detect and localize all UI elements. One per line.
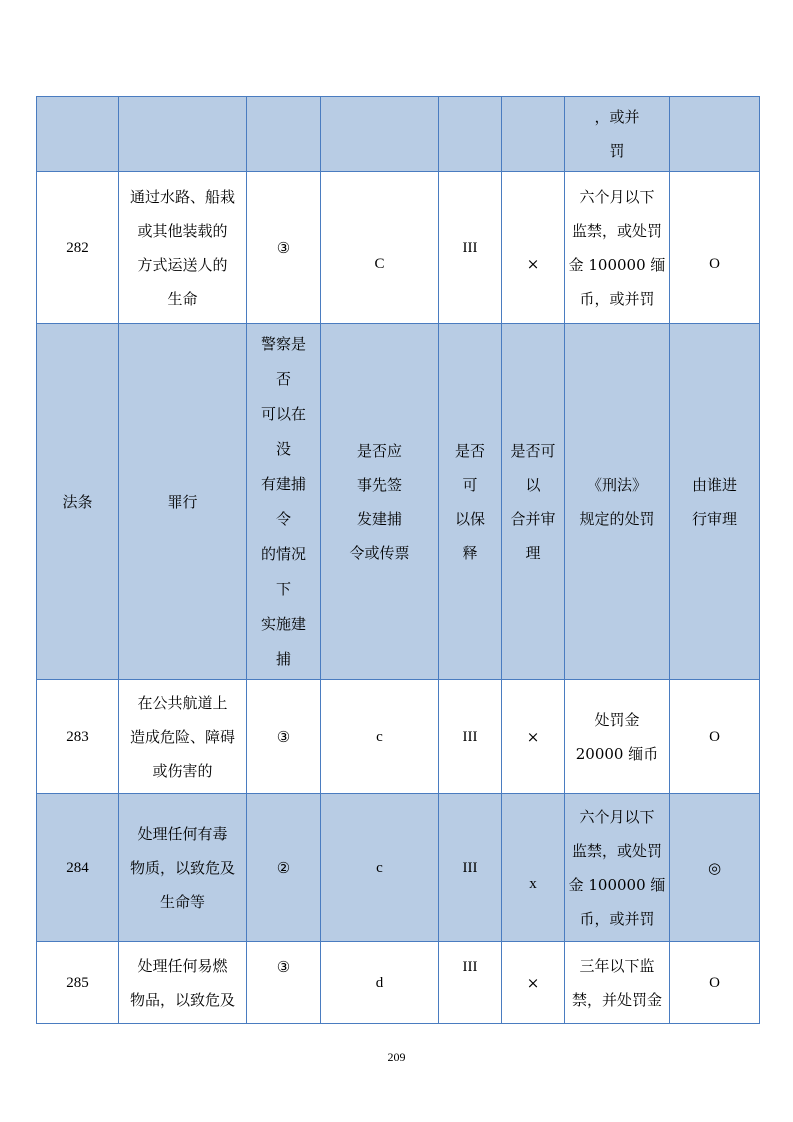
cell-court	[670, 942, 760, 1024]
table-header-row	[37, 324, 760, 680]
header-line: 可	[462, 475, 478, 494]
header-line: 事先签	[356, 475, 402, 494]
cell-bail	[439, 942, 502, 1024]
header-line: 《刑法》	[586, 475, 647, 494]
combine-value: ×	[526, 973, 540, 992]
cell-arrest	[247, 680, 321, 794]
cell-combine	[502, 942, 565, 1024]
header-offense	[119, 324, 247, 680]
header-bail	[439, 324, 502, 680]
law-table	[36, 96, 760, 1024]
cell-arrest	[247, 172, 321, 324]
header-warrant	[321, 324, 439, 680]
penalty-line: 币，或并罚	[579, 909, 655, 928]
penalty-line: 罚	[609, 142, 625, 160]
cell-penalty	[565, 172, 670, 324]
penalty-line: 金 100000 缅	[568, 875, 666, 894]
article-number: 285	[66, 975, 89, 991]
page-number: 209	[387, 1050, 406, 1064]
header-line: 否	[275, 369, 291, 388]
court-value: O	[709, 729, 720, 745]
header-court	[670, 324, 760, 680]
penalty-line: 监禁，或处罚	[571, 221, 662, 240]
header-line: 的情况	[260, 544, 306, 563]
cell-bail	[439, 680, 502, 794]
offense-line: 在公共航道上	[137, 693, 228, 712]
header-line: 理	[525, 543, 541, 562]
header-combine	[502, 324, 565, 680]
cell-warrant	[321, 680, 439, 794]
penalty-line: 币，或并罚	[579, 289, 655, 308]
cell-court	[670, 172, 760, 324]
offense-line: 处理任何有毒	[137, 824, 228, 843]
cell-offense	[119, 172, 247, 324]
header-line: 发建捕	[356, 509, 402, 528]
offense-line: 或其他装载的	[137, 221, 228, 240]
cell-combine	[502, 97, 565, 172]
header-article	[37, 324, 119, 680]
penalty-line: 禁，并处罚金	[571, 990, 662, 1009]
cell-offense	[119, 680, 247, 794]
table-row-283	[37, 680, 760, 794]
cell-combine	[502, 794, 565, 942]
cell-combine	[502, 172, 565, 324]
cell-arrest	[247, 794, 321, 942]
header-line: 合并审	[510, 509, 556, 528]
header-line: 是否可	[510, 441, 556, 460]
cell-warrant	[321, 97, 439, 172]
bail-value: III	[462, 959, 478, 975]
combine-value: ×	[526, 727, 540, 746]
table-row-284	[37, 794, 760, 942]
cell-court	[670, 680, 760, 794]
offense-line: 造成危险、障碍	[129, 727, 235, 746]
header-line: 行审理	[691, 509, 737, 528]
table-row-282	[37, 172, 760, 324]
cell-offense	[119, 97, 247, 172]
bail-value: III	[462, 729, 478, 745]
article-number: 284	[66, 860, 89, 876]
header-line: 由谁进	[691, 475, 737, 494]
article-number: 282	[66, 240, 89, 256]
header-penalty	[565, 324, 670, 680]
cell-bail	[439, 794, 502, 942]
penalty-line: 金 100000 缅	[568, 255, 666, 274]
header-line: 捕	[275, 649, 291, 668]
penalty-line: 处罚金	[594, 710, 640, 729]
penalty-line: 六个月以下	[579, 187, 655, 206]
header-line: 下	[275, 579, 291, 598]
cell-warrant	[321, 942, 439, 1024]
penalty-line: 三年以下监	[579, 956, 655, 975]
header-line: 可以在	[260, 404, 306, 423]
header-line: 释	[462, 543, 478, 562]
penalty-line: 20000 缅币	[575, 744, 659, 763]
arrest-value: ③	[276, 957, 291, 976]
warrant-value: d	[375, 975, 384, 991]
combine-value: x	[529, 876, 537, 892]
arrest-value: ③	[276, 238, 291, 257]
cell-article	[37, 942, 119, 1024]
offense-line: 通过水路、船栽	[129, 187, 235, 206]
warrant-value: C	[374, 256, 385, 272]
header-arrest	[247, 324, 321, 680]
cell-article	[37, 172, 119, 324]
offense-line: 处理任何易燃	[137, 956, 228, 975]
penalty-line: 监禁，或处罚	[571, 841, 662, 860]
header-offense-label: 罪行	[167, 492, 198, 511]
bail-value: III	[462, 860, 478, 876]
penalty-line: 六个月以下	[579, 807, 655, 826]
table-row-continuation	[37, 97, 760, 172]
article-number: 283	[66, 729, 89, 745]
cell-penalty	[565, 680, 670, 794]
header-line: 令或传票	[349, 543, 410, 562]
warrant-value: c	[376, 860, 383, 876]
penalty-line: ，或并	[594, 108, 640, 126]
cell-article	[37, 794, 119, 942]
cell-article	[37, 97, 119, 172]
header-line: 规定的处罚	[579, 509, 655, 528]
cell-offense	[119, 942, 247, 1024]
arrest-value: ③	[276, 727, 291, 746]
offense-line: 或伤害的	[152, 761, 213, 780]
header-line: 有建捕	[260, 474, 306, 493]
arrest-value: ②	[276, 858, 291, 877]
combine-value: ×	[526, 254, 540, 273]
offense-line: 生命等	[159, 892, 205, 911]
cell-penalty	[565, 942, 670, 1024]
header-line: 令	[275, 509, 291, 528]
cell-combine	[502, 680, 565, 794]
cell-arrest	[247, 942, 321, 1024]
bail-value: III	[462, 240, 478, 256]
cell-court	[670, 97, 760, 172]
header-line: 没	[275, 439, 291, 458]
court-value: ◎	[707, 858, 722, 877]
court-value: O	[709, 256, 720, 272]
cell-warrant	[321, 794, 439, 942]
header-line: 以保	[454, 509, 485, 528]
header-line: 实施建	[260, 614, 306, 633]
offense-line: 物质，以致危及	[129, 858, 235, 877]
header-line: 是否	[454, 441, 485, 460]
warrant-value: c	[376, 729, 383, 745]
cell-offense	[119, 794, 247, 942]
court-value: O	[709, 975, 720, 991]
offense-line: 方式运送人的	[137, 255, 228, 274]
cell-article	[37, 680, 119, 794]
header-article-label: 法条	[62, 492, 93, 511]
header-line: 是否应	[356, 441, 402, 460]
cell-bail	[439, 172, 502, 324]
header-line: 以	[525, 475, 541, 494]
cell-penalty	[565, 97, 670, 172]
header-line: 警察是	[260, 334, 306, 353]
table-row-285	[37, 942, 760, 1024]
offense-line: 物品，以致危及	[129, 990, 235, 1009]
cell-arrest	[247, 97, 321, 172]
cell-court	[670, 794, 760, 942]
cell-penalty	[565, 794, 670, 942]
cell-bail	[439, 97, 502, 172]
offense-line: 生命	[167, 289, 198, 308]
cell-warrant	[321, 172, 439, 324]
